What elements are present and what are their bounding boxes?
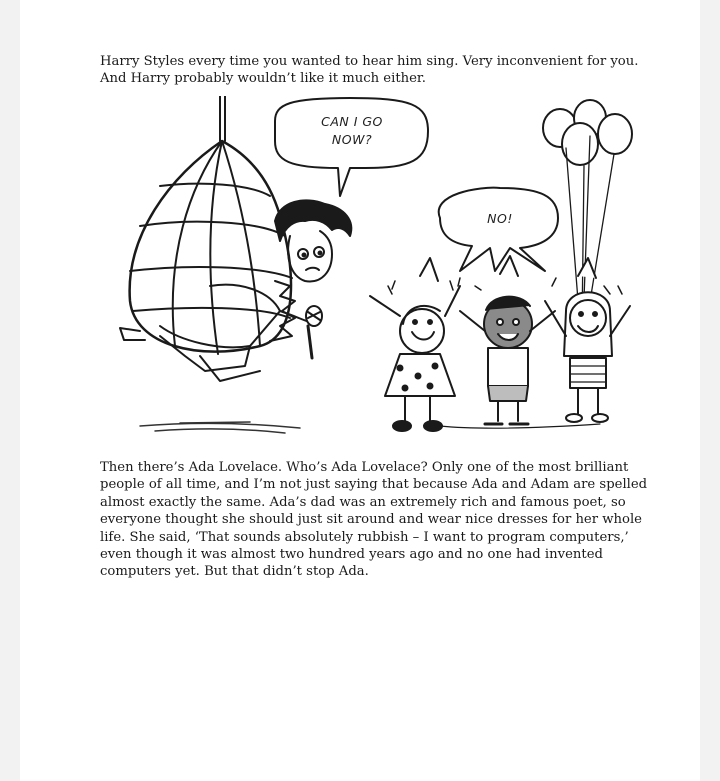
text-line: computers yet. But that didn’t stop Ada.: [100, 564, 369, 580]
book-page: [20, 0, 700, 781]
text-line: people of all time, and I’m not just saying that because Ada and Adam are spelled: [100, 477, 648, 493]
kid-boy: [460, 256, 555, 424]
birdcage: [130, 96, 292, 354]
paragraph-top: [100, 53, 639, 88]
text-line: even though it was almost two hundred years ago and no one had invented: [100, 547, 603, 563]
text-line: Harry Styles every time you wanted to hear him sing. Very inconvenient for you.: [100, 54, 639, 69]
speech-bubble-kids: [439, 188, 558, 271]
text-line: Then there’s Ada Lovelace. Who’s Ada Lovelace? Only one of the most brilliant: [100, 460, 629, 475]
text-line: And Harry probably wouldn’t like it much either.: [100, 71, 426, 87]
text-line: everyone thought she should just sit around and wear nice dresses for her whole: [100, 512, 642, 528]
kid-girl-dress: [370, 258, 460, 431]
harry-figure: [120, 200, 351, 381]
kid-girl-striped: [545, 258, 630, 422]
speech-bubble-2-text: NO!: [487, 211, 513, 226]
speech-bubble-1-line-1: CAN I GO: [321, 114, 383, 129]
speech-bubble-harry: [275, 98, 428, 196]
paragraph-bottom: [100, 459, 648, 581]
text-line: almost exactly the same. Ada’s dad was an extremely rich and famous poet, so: [100, 494, 626, 510]
speech-bubble-1-line-2: NOW?: [331, 132, 373, 147]
cartoon-illustration: [100, 96, 640, 446]
text-line: life. She said, ‘That sounds absolutely rubbish – I want to program computers,’: [100, 529, 629, 545]
cage-shadow: [140, 422, 300, 433]
